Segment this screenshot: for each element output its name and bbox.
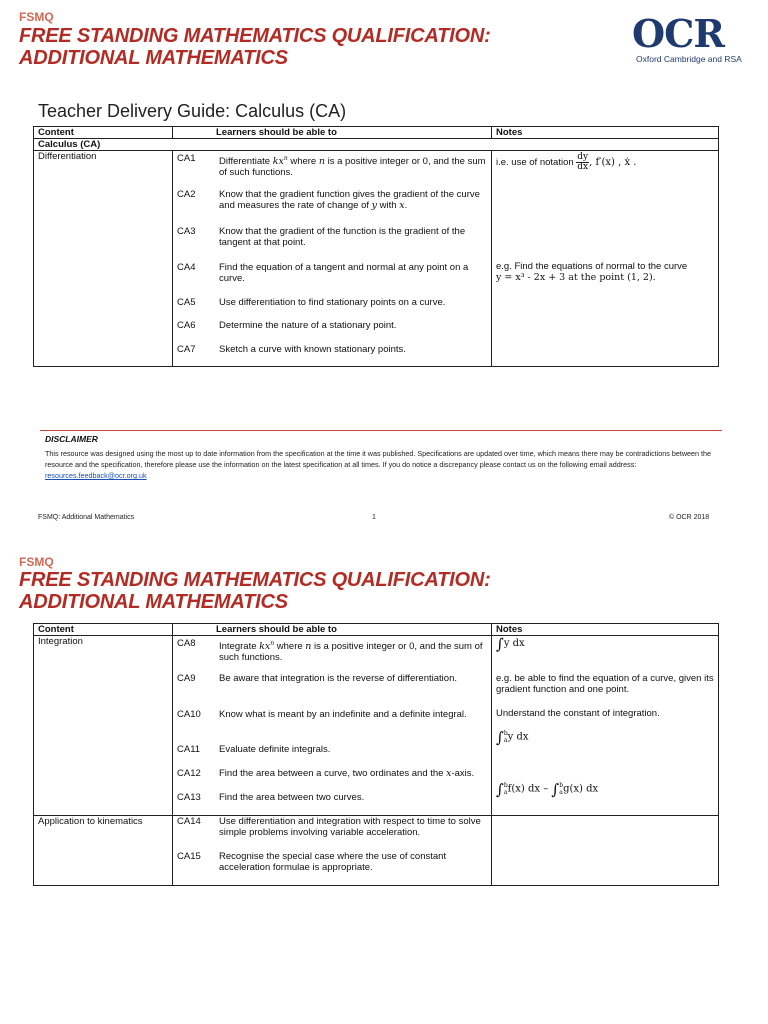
footer-copyright: © OCR 2018 [669,514,710,521]
table-row [34,816,719,886]
list-item [177,709,487,744]
note-ca13: ∫ b a f(x) dx – ∫ b a g(x) dx [496,780,599,799]
header-content: Content [34,127,173,139]
spec-text: Know that the gradient of the function is the gradient of the tangent at that point. [219,226,466,248]
list-item [177,320,487,344]
list-item [177,638,487,673]
spec-text: Determine the nature of a stationary point. [219,320,397,331]
note-ca10: Understand the constant of integration. [496,708,660,719]
list-item [177,673,487,709]
note-ca8: ∫y dx [496,635,525,653]
learners-cell [173,636,492,816]
spec-text: Know that the gradient function gives the gradient of the curve and measures the rate of change of y with x. [219,189,480,211]
list-item [177,744,487,768]
spec-text: Find the equation of a tangent and normal at any point on a curve. [219,262,469,284]
disclaimer-title: DISCLAIMER [45,434,98,444]
spec-text: Differentiate $kx^n$ where n is a positive integer or 0, and the sum of such functions. [219,155,486,179]
list-item [177,262,487,297]
integration-table [33,623,719,886]
list-item [177,768,487,792]
spec-code: CA3 [177,226,196,237]
footer-page-number: 1 [372,514,376,521]
spec-text: Evaluate definite integrals. [219,744,331,755]
qualification-title-line1: FREE STANDING MATHEMATICS QUALIFICATION: [19,569,491,591]
header-learners: Learners should be able to [173,624,492,636]
list-item [177,851,487,873]
spec-code: CA8 [177,638,196,649]
spec-text: Find the area between a curve, two ordinates and the x-axis. [219,768,475,779]
spec-code: CA2 [177,189,196,200]
spec-code: CA4 [177,262,196,273]
calculus-table [33,126,719,367]
header-notes: Notes [492,624,719,636]
table-header-row [34,127,719,139]
spec-code: CA14 [177,816,201,827]
fsmq-label: FSMQ [19,555,54,569]
ocr-logo [632,11,750,66]
page-title: Teacher Delivery Guide: Calculus (CA) [38,101,347,121]
spec-code: CA12 [177,768,201,779]
list-item [177,816,487,851]
header-content: Content [34,624,173,636]
topic-cell: Application to kinematics [34,816,173,886]
qualification-title-line2: ADDITIONAL MATHEMATICS [19,591,288,613]
table-row [34,636,719,816]
section-heading: Calculus (CA) [34,139,719,151]
header-learners: Learners should be able to [173,127,492,139]
spec-code: CA7 [177,344,196,355]
list-item [177,792,487,812]
learners-cell [173,151,492,367]
feedback-email-link[interactable]: resources.feedback@ocr.org.uk [45,471,147,480]
ocr-logo-text: OCR [632,11,724,56]
spec-code: CA9 [177,673,196,684]
notes-cell [492,151,719,367]
disclaimer-divider [40,430,722,431]
qualification-title-line1: FREE STANDING MATHEMATICS QUALIFICATION: [19,25,491,47]
topic-cell: Integration [34,636,173,816]
spec-code: CA13 [177,792,201,803]
note-ca1: i.e. use of notation $\frac{dy}{dx}$ , f′(x) , ẋ . [496,152,637,172]
spec-code: CA11 [177,744,201,755]
notes-cell [492,636,719,816]
topic-cell: Differentiation [34,151,173,367]
table-row [34,151,719,367]
list-item [177,189,487,226]
spec-code: CA1 [177,153,196,164]
spec-code: CA15 [177,851,201,862]
spec-code: CA5 [177,297,196,308]
spec-code: CA10 [177,709,201,720]
note-ca11: ∫ b a y dx [496,728,529,747]
learners-cell [173,816,492,886]
fsmq-label: FSMQ [19,10,54,24]
note-ca9: e.g. be able to find the equation of a curve, given its gradient function and one point. [496,673,714,695]
spec-text: Integrate $kx^n$ where n is a positive integer or 0, and the sum of such functions. [219,640,483,664]
list-item [177,344,487,364]
table-header-row [34,624,719,636]
list-item [177,297,487,320]
spec-text: Know what is meant by an indefinite and a definite integral. [219,709,467,720]
qualification-title-line2: ADDITIONAL MATHEMATICS [19,47,288,69]
spec-text: Be aware that integration is the reverse of differentiation. [219,673,457,684]
spec-text: Recognise the special case where the use of constant acceleration formulae is appropriate. [219,851,447,873]
section-row [34,139,719,151]
disclaimer-body: This resource was designed using the most up to date information from the specification at the time it was published. Specifications are updated over time, which means there may be contradictions between the resource and the specification, therefore please use the information on the latest specification at all times. If you do notice a discrepancy please contact us on the following email address: resources.feedback@ocr.org.uk [45,449,711,480]
spec-text: Use differentiation to find stationary points on a curve. [219,297,446,308]
spec-text: Sketch a curve with known stationary points. [219,344,406,355]
spec-code: CA6 [177,320,196,331]
list-item [177,226,487,262]
spec-text: Find the area between two curves. [219,792,365,803]
list-item [177,153,487,189]
header-notes: Notes [492,127,719,139]
footer-left: FSMQ: Additional Mathematics [38,514,135,521]
ocr-logo-subtitle: Oxford Cambridge and RSA [636,54,742,64]
note-ca4: e.g. Find the equations of normal to the curve y = x³ - 2x + 3 at the point (1, 2). [496,261,688,283]
notes-cell [492,816,719,886]
spec-text: Use differentiation and integration with respect to time to solve simple problems involving variable acceleration. [219,816,481,838]
